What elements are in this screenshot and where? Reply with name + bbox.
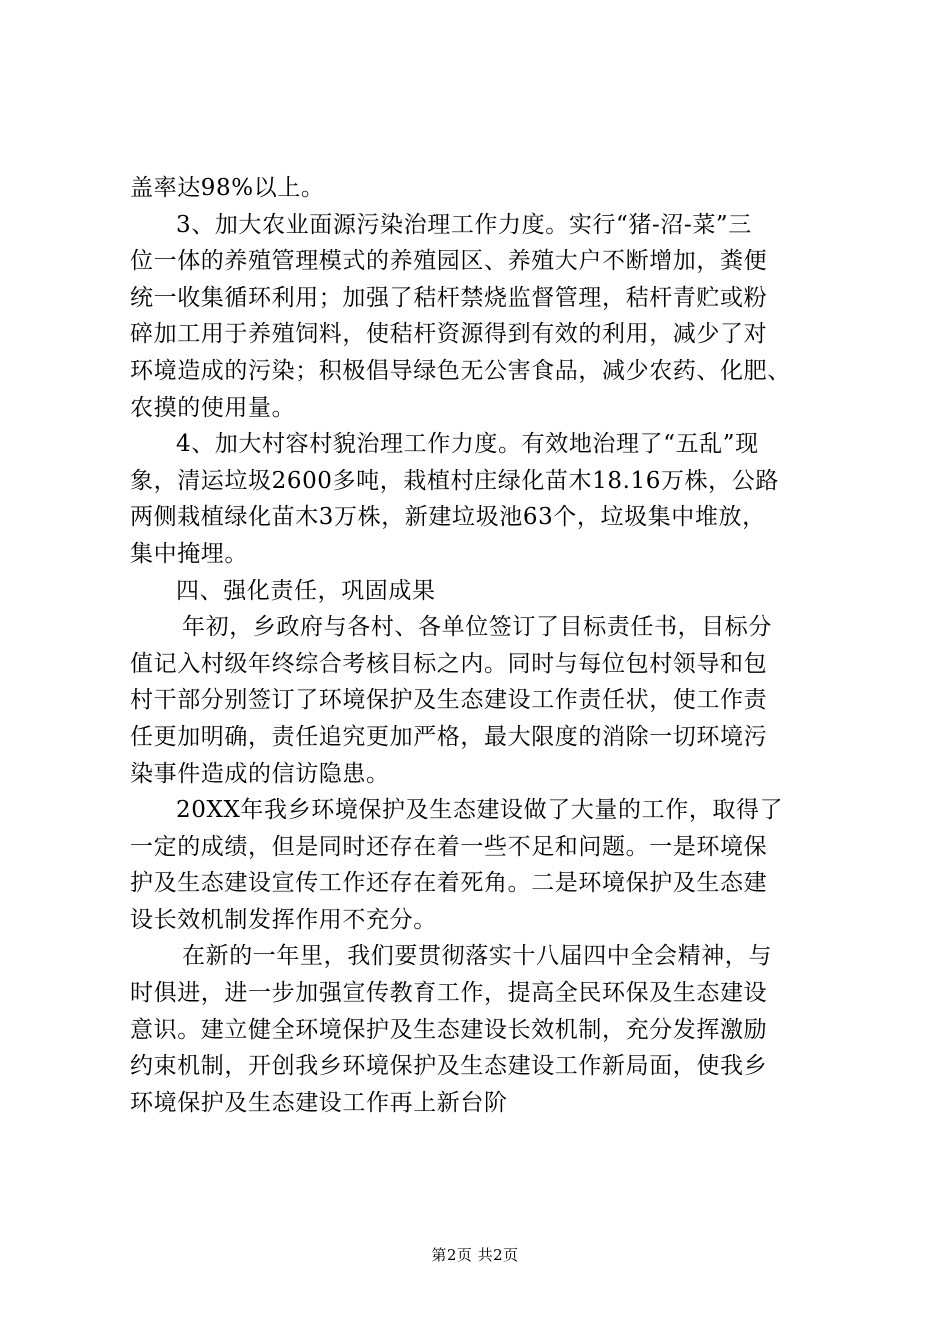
text-line: 意识。建立健全环境保护及生态建设长效机制，充分发挥激励 — [130, 1016, 768, 1043]
text-line: 统一收集循环利用；加强了秸杆禁烧监督管理，秸杆青贮或粉 — [130, 284, 768, 311]
text-line: 护及生态建设宣传工作还存在着死角。二是环境保护及生态建 — [130, 870, 768, 897]
text-line: 年初，乡政府与各村、各单位签订了目标责任书，目标分 — [182, 614, 772, 641]
text-line: 两侧栽植绿化苗木3万株，新建垃圾池63个，垃圾集中堆放， — [130, 504, 766, 531]
text-line: 约束机制，开创我乡环境保护及生态建设工作新局面，使我乡 — [130, 1053, 768, 1080]
text-line: 任更加明确，责任追究更加严格，最大限度的消除一切环境污 — [130, 723, 768, 750]
text-line: 一定的成绩，但是同时还存在着一些不足和问题。一是环境保 — [130, 833, 768, 860]
text-line: 集中掩埋。 — [130, 540, 248, 567]
section-heading: 四、强化责任，巩固成果 — [176, 577, 436, 604]
text-line: 值记入村级年终综合考核目标之内。同时与每位包村领导和包 — [130, 650, 768, 677]
text-line: 时俱进，进一步加强宣传教育工作，提高全民环保及生态建设 — [130, 980, 768, 1007]
text-line: 盖率达98%以上。 — [130, 175, 325, 201]
page-number-footer: 第2页 共2页 — [431, 1246, 519, 1264]
text-line: 设长效机制发挥作用不充分。 — [130, 906, 437, 933]
text-line: 位一体的养殖管理模式的养殖园区、养殖大户不断增加，粪便 — [130, 248, 768, 275]
text-line: 在新的一年里，我们要贯彻落实十八届四中全会精神，与 — [182, 943, 772, 970]
text-line: 4、加大村容村貌治理工作力度。有效地治理了“五乱”现 — [176, 431, 759, 458]
text-line: 村干部分别签订了环境保护及生态建设工作责任状，使工作责 — [130, 687, 768, 714]
text-line: 3、加大农业面源污染治理工作力度。实行“猪-沼-菜”三 — [176, 211, 752, 238]
text-line: 20XX年我乡环境保护及生态建设做了大量的工作，取得了 — [176, 797, 784, 824]
text-line: 环境造成的污染；积极倡导绿色无公害食品，减少农药、化肥、 — [130, 357, 791, 384]
text-line: 象，清运垃圾2600多吨，栽植村庄绿化苗木18.16万株，公路 — [130, 467, 779, 494]
document-body — [130, 170, 855, 1121]
text-line: 染事件造成的信访隐患。 — [130, 760, 390, 787]
text-line: 农摸的使用量。 — [130, 394, 296, 421]
text-line: 碎加工用于养殖饲料，使秸杆资源得到有效的利用，减少了对 — [130, 321, 768, 348]
text-line: 环境保护及生态建设工作再上新台阶 — [130, 1089, 508, 1116]
